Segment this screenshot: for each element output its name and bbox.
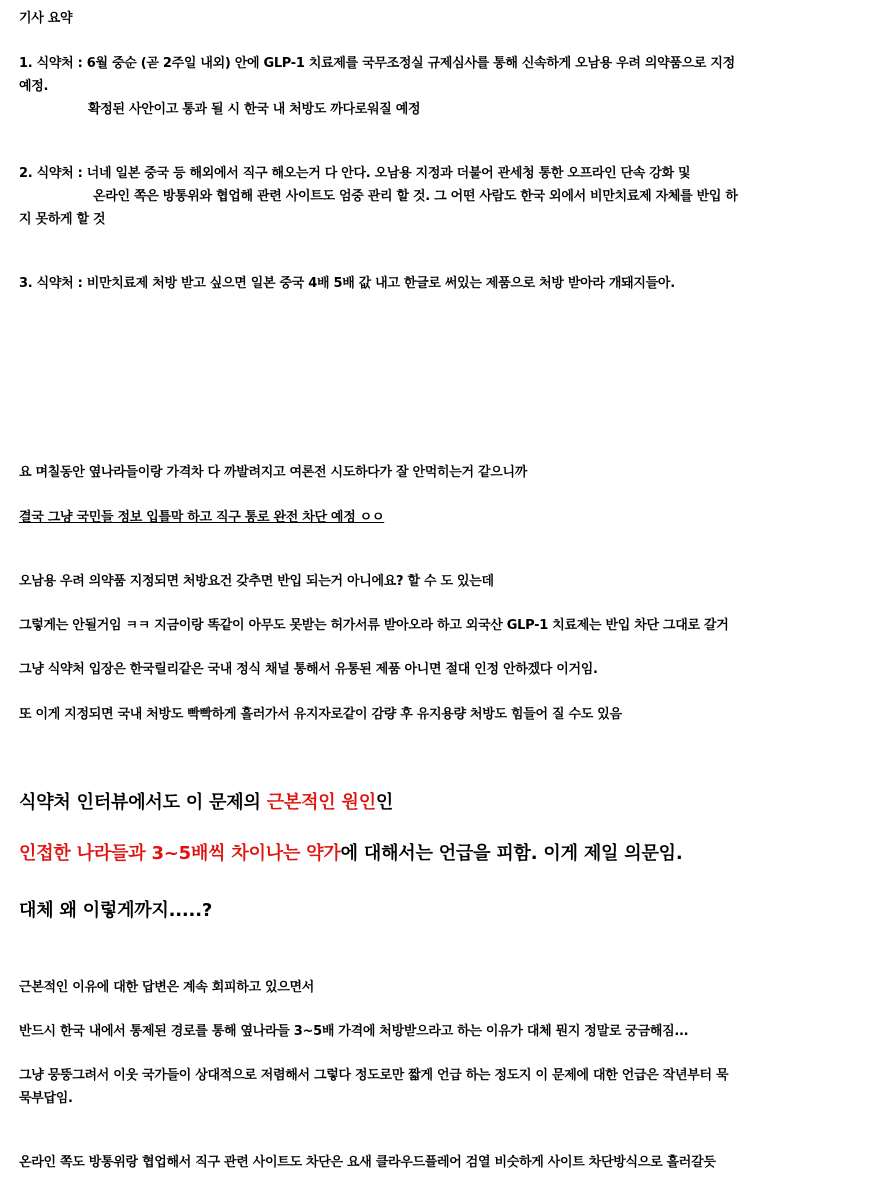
item-1-line-2: 예정. xyxy=(19,79,49,94)
paragraph-conclusion: 결국 그냥 국민들 정보 입틀막 하고 직구 통로 완전 차단 예정 ㅇㅇ xyxy=(19,510,385,525)
paragraph-recent: 요 며칠동안 옆나라들이랑 가격차 다 까발려지고 여론전 시도하다가 잘 안먹히는거 같으니까 xyxy=(19,465,528,480)
item-2-line-2: 온라인 쪽은 방통위와 협업해 관련 사이트도 엄중 관리 할 것. 그 어떤 사람도 한국 외에서 비만치료제 자체를 반입 하 xyxy=(93,189,738,204)
heading-interview-suffix: 인 xyxy=(375,792,394,813)
paragraph-avoidance: 근본적인 이유에 대한 답변은 계속 회피하고 있으면서 xyxy=(19,980,315,995)
summary-title: 기사 요약 xyxy=(19,11,73,26)
paragraph-curious: 반드시 한국 내에서 통제된 경로를 통해 옆나라들 3~5배 가격에 처방받으라고 하는 이유가 대체 뭔지 정말로 궁금해짐... xyxy=(19,1024,689,1039)
paragraph-question: 오남용 우려 의약품 지정되면 처방요건 갖추면 반입 되는거 아니에요? 할 수 도 있는데 xyxy=(19,574,494,589)
heading-interview xyxy=(19,790,393,816)
item-2-line-1: 2. 식약처 : 너네 일본 중국 등 해외에서 직구 해오는거 다 안다. 오남용 지정과 더불어 관세청 통한 오프라인 단속 강화 및 xyxy=(19,166,691,181)
paragraph-online-block: 온라인 쪽도 방통위랑 협업해서 직구 관련 사이트도 차단은 요새 클라우드플레어 검열 비슷하게 사이트 차단방식으로 흘러갈듯 xyxy=(19,1155,716,1170)
heading-interview-text: 식약처 인터뷰에서도 이 문제의 xyxy=(19,792,267,813)
paragraph-answer-3: 또 이게 지정되면 국내 처방도 빡빡하게 흘러가서 유지자로같이 감량 후 유지용량 처방도 힘들어 질 수도 있음 xyxy=(19,707,622,722)
paragraph-answer-1: 그렇게는 안될거임 ㅋㅋ 지금이랑 똑같이 아무도 못받는 허가서류 받아오라 하고 외국산 GLP-1 치료제는 반입 차단 그대로 갈거 xyxy=(19,618,729,633)
item-2-line-3: 지 못하게 할 것 xyxy=(19,212,106,227)
item-1-line-1: 1. 식약처 : 6월 중순 (곧 2주일 내외) 안에 GLP-1 치료제를 국무조정실 규제심사를 통해 신속하게 오남용 우려 의약품으로 지정 xyxy=(19,56,735,71)
item-3-line-1: 3. 식약처 : 비만치료제 처방 받고 싶으면 일본 중국 4배 5배 값 내고 한글로 써있는 제품으로 처방 받아라 개돼지들아. xyxy=(19,276,675,291)
heading-price-gap-text: 에 대해서는 언급을 피함. 이게 제일 의문임. xyxy=(340,843,683,864)
paragraph-vague-line-2: 묵부답임. xyxy=(19,1091,73,1106)
heading-price-gap-highlight: 인접한 나라들과 3~5배씩 차이나는 약가 xyxy=(19,843,341,864)
paragraph-vague-line-1: 그냥 뭉뚱그려서 이웃 국가들이 상대적으로 저렴해서 그렇다 정도로만 짧게 언급 하는 정도지 이 문제에 대한 언급은 작년부터 묵 xyxy=(19,1068,729,1083)
heading-why: 대체 왜 이렇게까지.....? xyxy=(19,900,213,921)
item-1-line-3: 확정된 사안이고 통과 될 시 한국 내 처방도 까다로워질 예정 xyxy=(88,102,421,117)
heading-price-gap xyxy=(19,841,683,867)
paragraph-answer-2: 그냥 식약처 입장은 한국릴리같은 국내 정식 채널 통해서 유통된 제품 아니면 절대 인정 안하겠다 이거임. xyxy=(19,662,598,677)
heading-interview-highlight: 근본적인 원인 xyxy=(266,792,376,813)
